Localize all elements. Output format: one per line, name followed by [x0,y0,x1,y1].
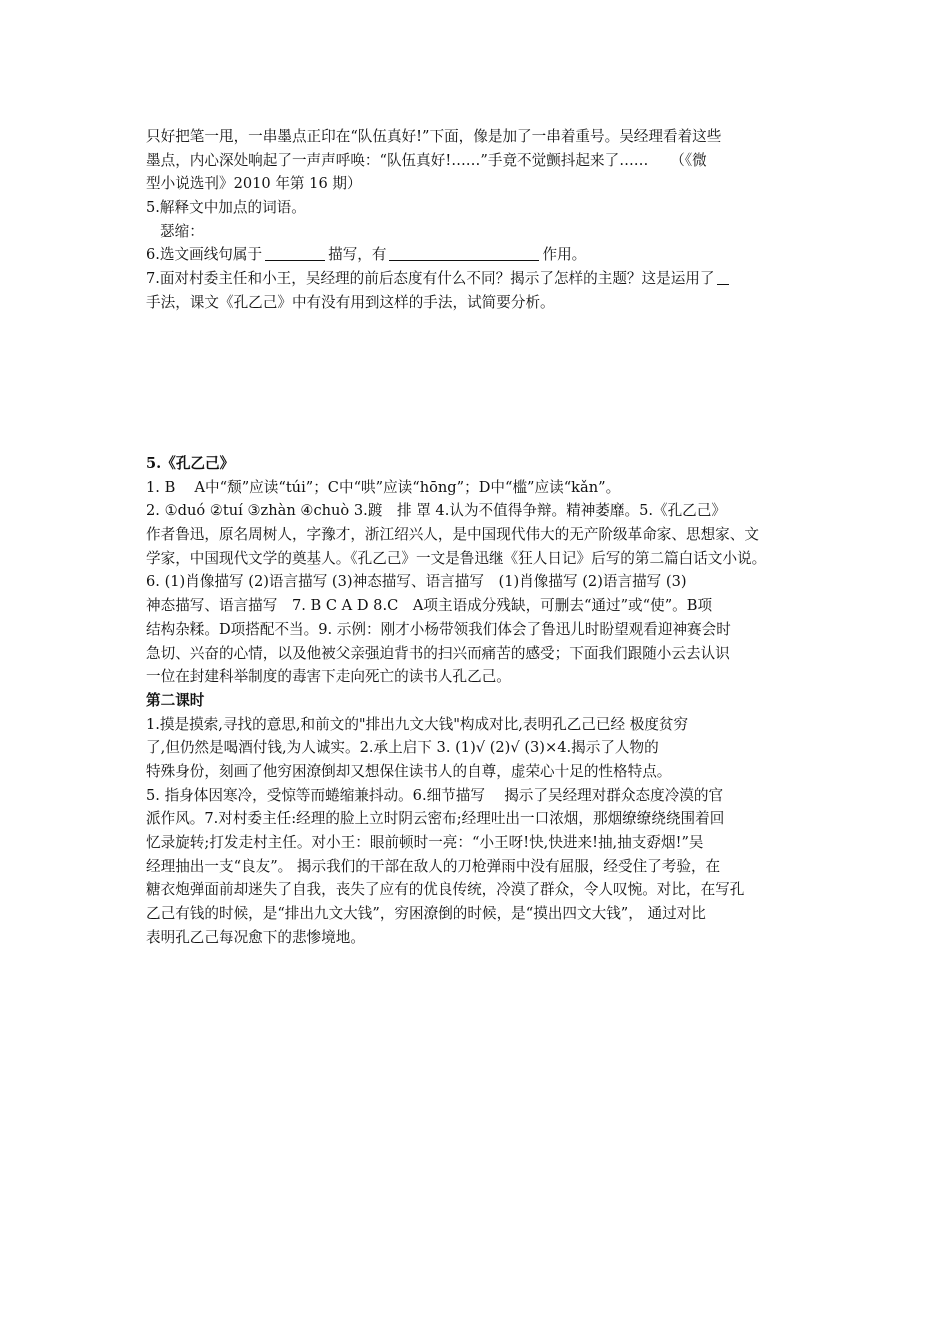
answer-line: 1.摸是摸索,寻找的意思,和前文的"排出九文大钱"构成对比,表明孔乙己已经 极度贫穷 [146,715,689,733]
answer-line: 1. B A中“颓”应读“túi”；C中“哄”应读“hōng”；D中“槛”应读“kǎn”。 [146,478,621,496]
question-6-mid: 描写，有 [328,246,387,264]
answer-line: 作者鲁迅，原名周树人，字豫才，浙江绍兴人，是中国现代伟大的无产阶级革命家、思想家、文 [146,526,759,544]
answer-line: 学家，中国现代文学的奠基人。《孔乙己》一文是鲁迅继《狂人日记》后写的第二篇白话文小说。 [146,549,767,567]
passage-and-questions [146,125,816,315]
answer-line: 表明孔乙己每况愈下的悲惨境地。 [146,928,365,946]
answer-blank [265,244,325,261]
question-6-prefix: 6.选文画线句属于 [146,246,263,264]
question-6 [146,243,816,267]
answer-line: 糖衣炮弹面前却迷失了自我，丧失了应有的优良传统，冷漠了群众，令人叹惋。对比，在写孔 [146,881,745,899]
answer-line: 2. ①duó ②tuí ③zhàn ④chuò 3.踱 排 罩 4.认为不值得争辩。精神萎靡。5.《孔乙己》 [146,502,726,520]
passage-line: 墨点，内心深处响起了一声声呼唤：“队伍真好!……”手竟不觉颤抖起来了…… （《微 [146,151,707,169]
answer-line: 乙己有钱的时候，是“排出九文大钱”，穷困潦倒的时候，是“摸出四文大钱”， 通过对比 [146,905,706,923]
question-5-term: 瑟缩： [160,222,204,240]
question-5: 5.解释文中加点的词语。 [146,199,306,217]
answer-line: 6. (1)肖像描写 (2)语言描写 (3)神态描写、语言描写 (1)肖像描写 (2)语言描写 (3) [146,573,687,591]
answer-subheading: 第二课时 [146,691,205,709]
answer-line: 5. 指身体因寒冷，受惊等而蜷缩兼抖动。6.细节描写 揭示了吴经理对群众态度冷漠的官 [146,786,724,804]
answer-line: 神态描写、语言描写 7. B C A D 8.C A项主语成分残缺，可删去“通过”或“使”。B项 [146,597,713,615]
answer-line: 经理抽出一支“良友”。 揭示我们的干部在敌人的刀枪弹雨中没有屈服，经受住了考验，在 [146,857,721,875]
answer-blank [389,244,539,261]
answer-line: 派作风。7.对村委主任:经理的脸上立时阴云密布;经理吐出一口浓烟，那烟缭缭绕绕围着回 [146,810,725,828]
question-6-suffix: 作用。 [542,246,587,264]
question-7-line [146,267,816,291]
passage-line: 型小说选刊》2010 年第 16 期） [146,175,362,193]
answer-heading: 5.《孔乙己》 [146,455,235,472]
answer-blank [717,268,729,285]
question-7-text: 7.面对村委主任和小王，吴经理的前后态度有什么不同？揭示了怎样的主题？这是运用了 [146,270,715,288]
passage-line: 只好把笔一甩，一串墨点正印在“队伍真好!”下面，像是加了一串着重号。吴经理看着这些 [146,128,722,145]
answer-line: 了,但仍然是喝酒付钱,为人诚实。2.承上启下 3. (1)√ (2)√ (3)×4.揭示了人物的 [146,739,659,757]
answer-line: 一位在封建科举制度的毒害下走向死亡的读书人孔乙己。 [146,668,511,686]
answer-line: 特殊身份，刻画了他穷困潦倒却又想保住读书人的自尊，虚荣心十足的性格特点。 [146,762,672,780]
answer-key [146,452,816,949]
answer-line: 结构杂糅。D项搭配不当。9. 示例：刚才小杨带领我们体会了鲁迅儿时盼望观看迎神赛会时 [146,620,731,638]
answer-line: 忆录旋转;打发走村主任。对小王：眼前顿时一亮：“小王呀!快,快进来!抽,抽支孬烟!”吴 [146,834,704,851]
question-7-line: 手法，课文《孔乙己》中有没有用到这样的手法，试简要分析。 [146,293,555,311]
answer-line: 急切、兴奋的心情，以及他被父亲强迫背书的扫兴而痛苦的感受；下面我们跟随小云去认识 [146,644,730,662]
